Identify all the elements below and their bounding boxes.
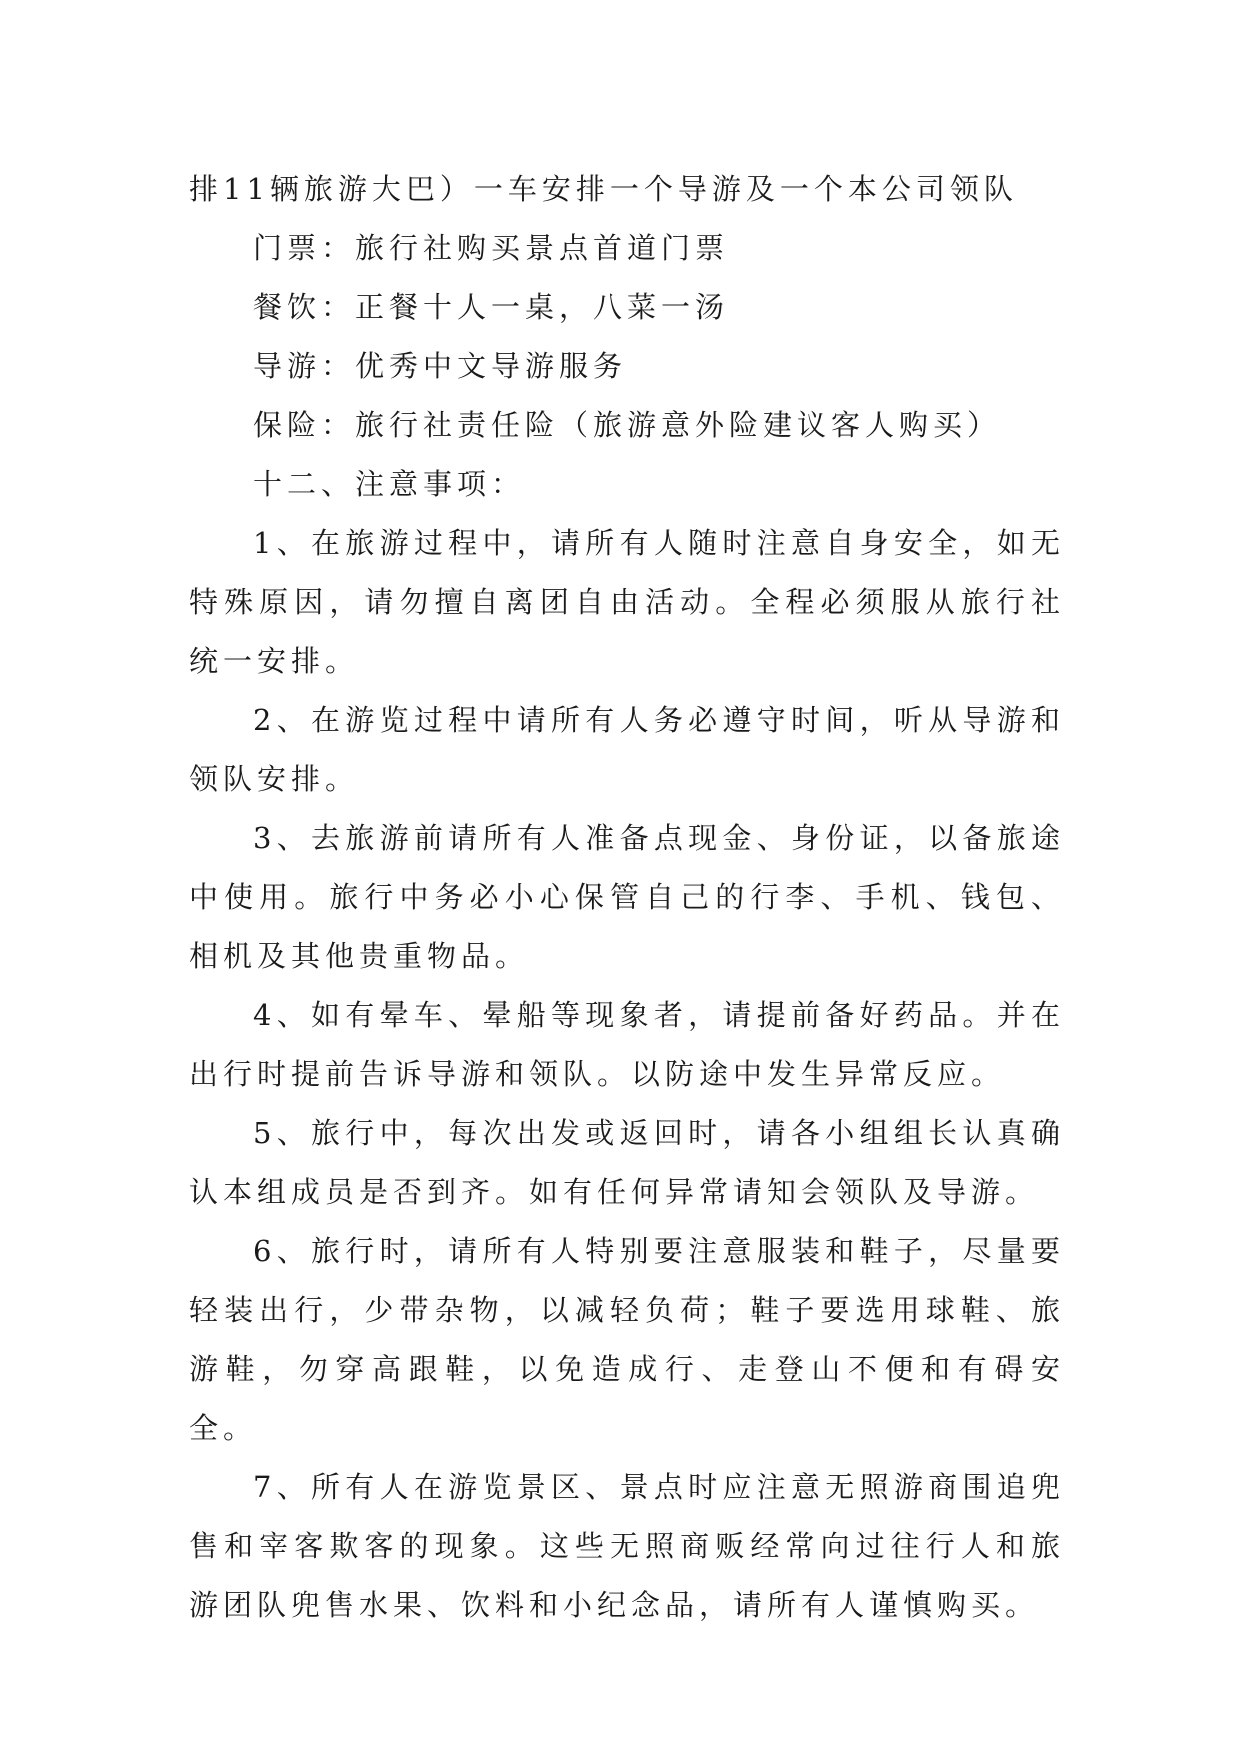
note-item-2: 2、在游览过程中请所有人务必遵守时间，听从导游和领队安排。 bbox=[189, 703, 1065, 796]
paragraph-tickets: 门票：旅行社购买景点首道门票 bbox=[253, 231, 730, 265]
document-body bbox=[189, 160, 1065, 1635]
note-item-3: 3、去旅游前请所有人准备点现金、身份证，以备旅途中使用。旅行中务必小心保管自己的行李、手机、钱包、相机及其他贵重物品。 bbox=[189, 821, 1065, 973]
paragraph-bus-arrangement: 排11辆旅游大巴）一车安排一个导游及一个本公司领队 bbox=[189, 172, 1018, 206]
paragraph-insurance: 保险：旅行社责任险（旅游意外险建议客人购买） bbox=[253, 408, 1002, 442]
note-item-7: 7、所有人在游览景区、景点时应注意无照游商围追兜售和宰客欺客的现象。这些无照商贩经常向过往行人和旅游团队兜售水果、饮料和小纪念品，请所有人谨慎购买。 bbox=[189, 1470, 1065, 1622]
section-heading-notes: 十二、注意事项： bbox=[253, 467, 526, 501]
note-item-4: 4、如有晕车、晕船等现象者，请提前备好药品。并在出行时提前告诉导游和领队。以防途中发生异常反应。 bbox=[189, 998, 1065, 1091]
paragraph-meals: 餐饮：正餐十人一桌，八菜一汤 bbox=[253, 290, 730, 324]
note-item-5: 5、旅行中，每次出发或返回时，请各小组组长认真确认本组成员是否到齐。如有任何异常请知会领队及导游。 bbox=[189, 1116, 1065, 1209]
note-item-6: 6、旅行时，请所有人特别要注意服装和鞋子，尽量要轻装出行，少带杂物，以减轻负荷；鞋子要选用球鞋、旅游鞋，勿穿高跟鞋，以免造成行、走登山不便和有碍安全。 bbox=[189, 1234, 1065, 1445]
note-item-1: 1、在旅游过程中，请所有人随时注意自身安全，如无特殊原因，请勿擅自离团自由活动。全程必须服从旅行社统一安排。 bbox=[189, 526, 1065, 678]
paragraph-guide: 导游：优秀中文导游服务 bbox=[253, 349, 628, 383]
